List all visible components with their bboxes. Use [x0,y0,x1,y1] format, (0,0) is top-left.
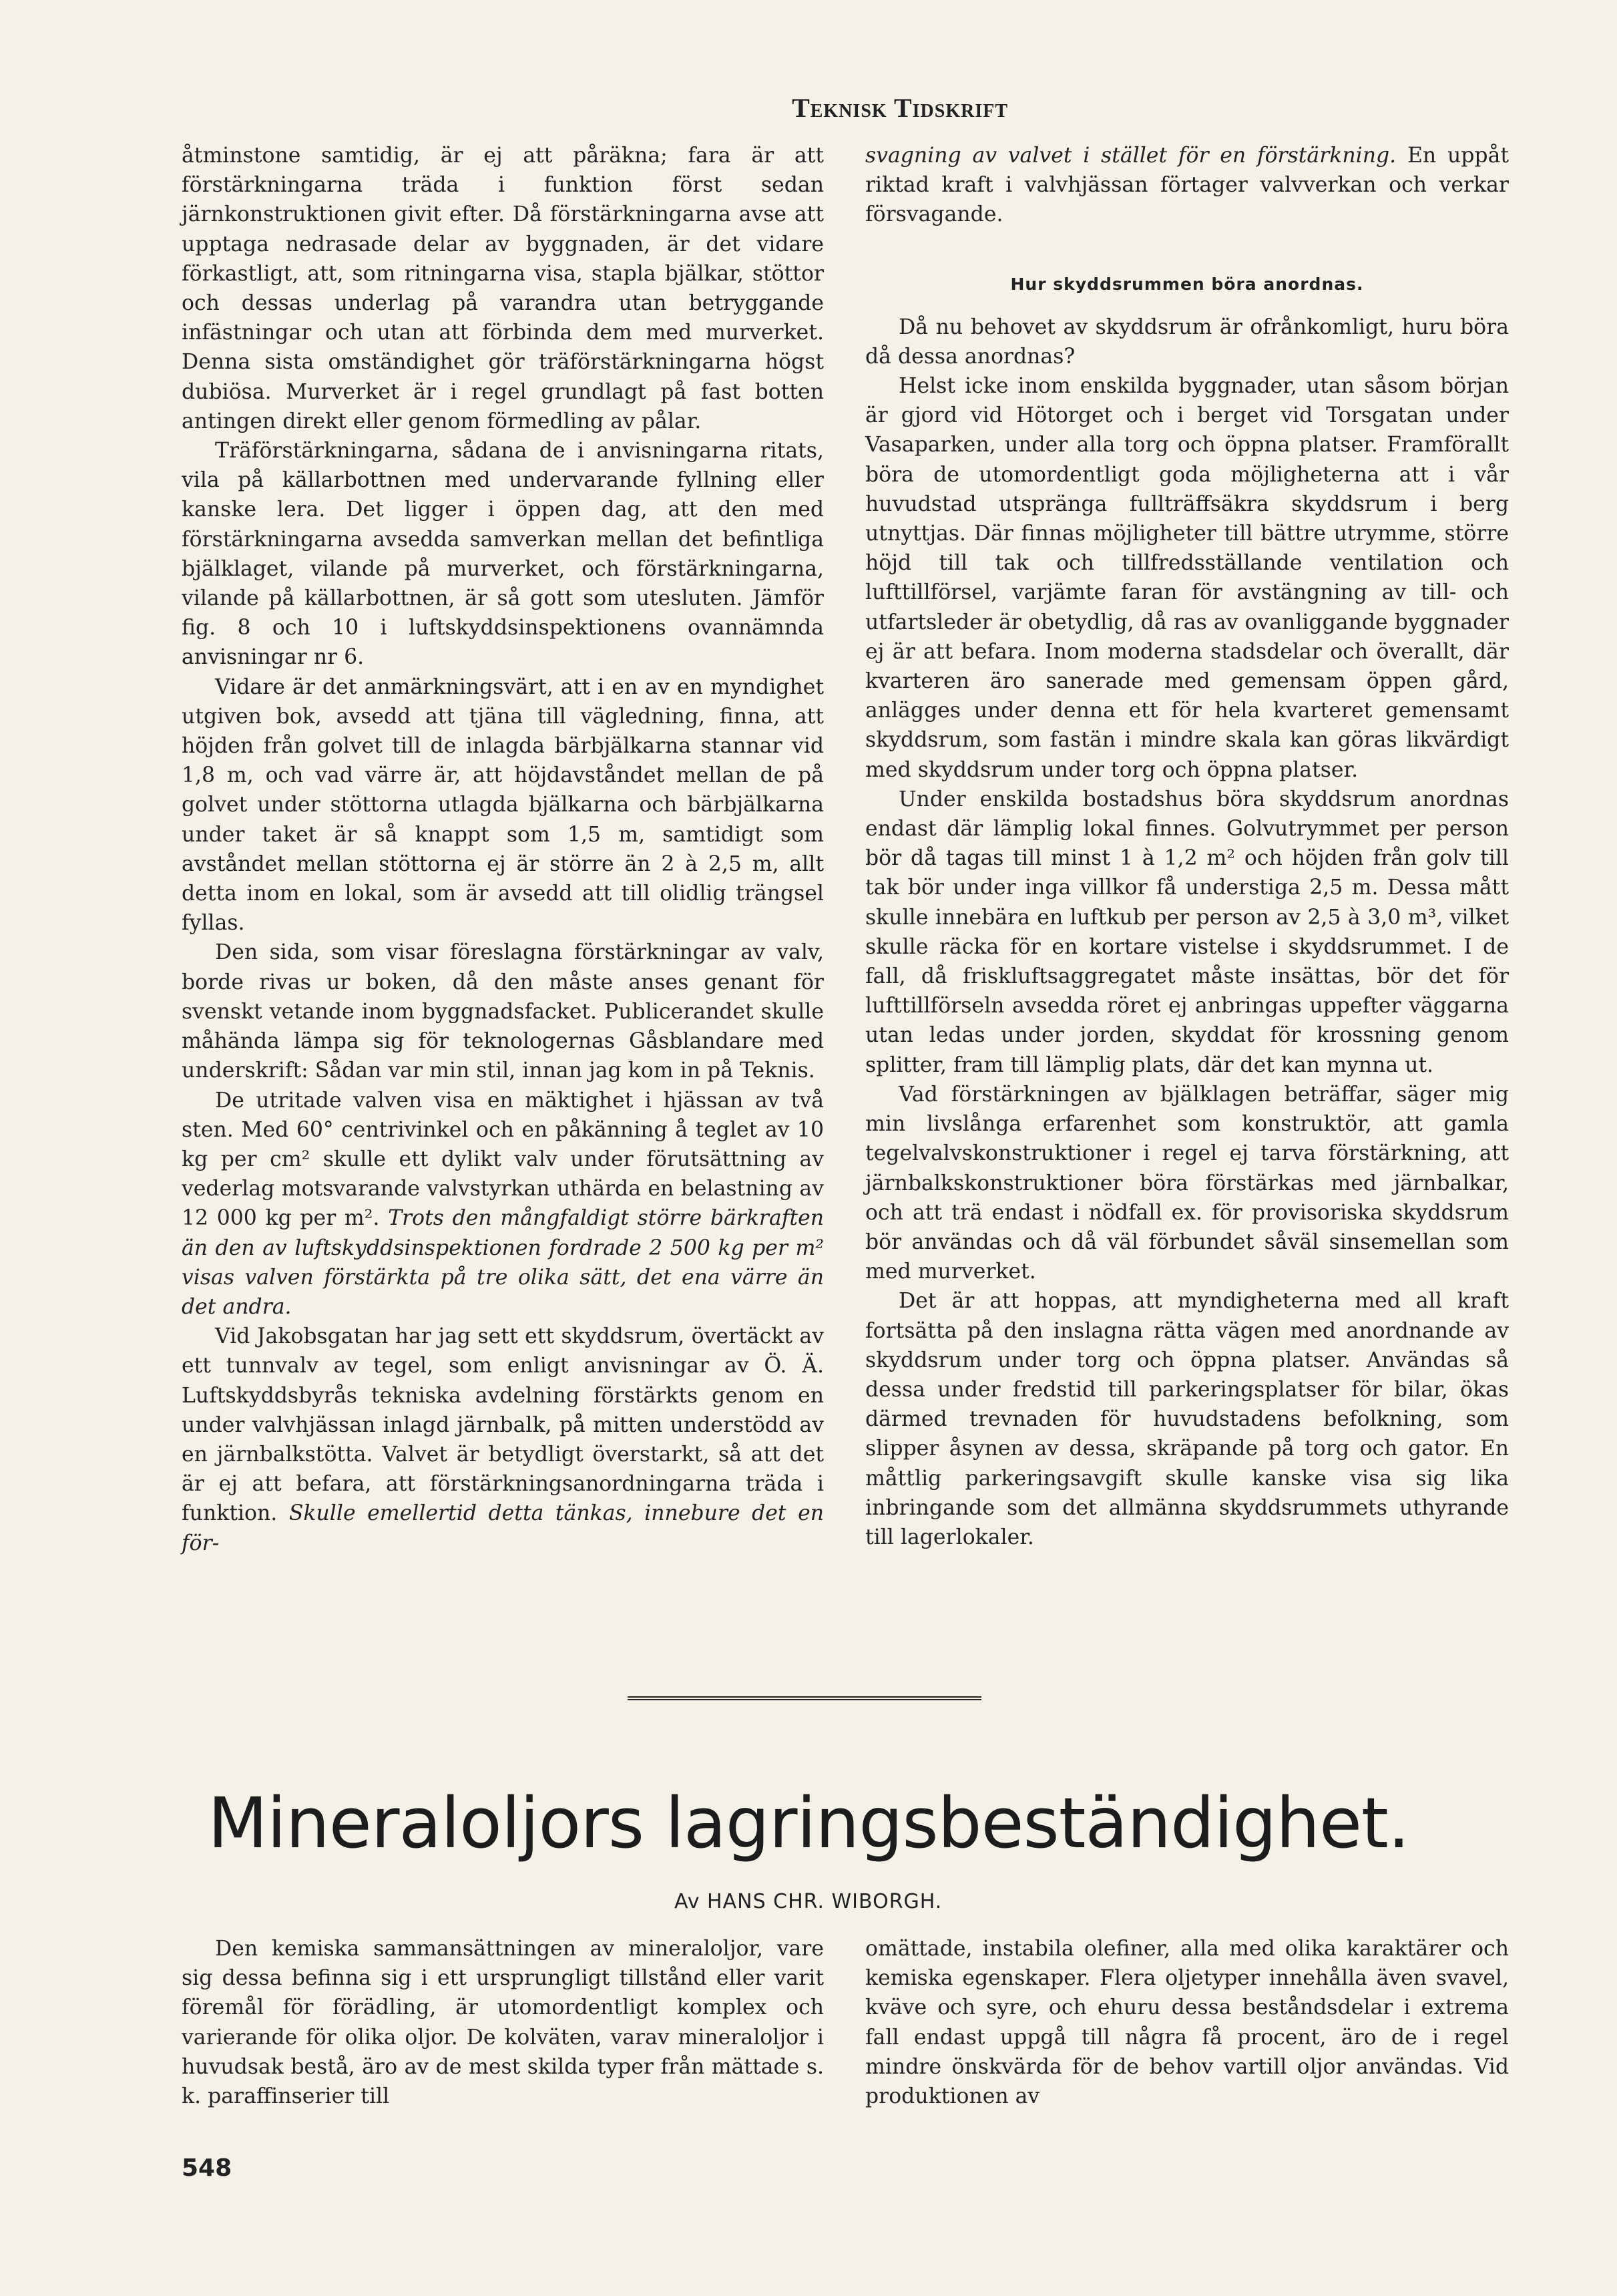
article-title: Mineraloljors lagringsbeständighet. [208,1782,1409,1864]
paragraph: Träförstärkningarna, sådana de i anvisningarna ritats, vila på källarbottnen med undervarande fyllning eller kanske lera. Det ligger i öppen dag, att den med förstärkningarna avsedda samverkan mellan det befintliga bjälklaget, vilande på murverket, och förstärkningarna, vilande på källarbottnen, är så gott som uteslutеn. Jämför fig. 8 och 10 i luftskyddsinspektionens ovannämnda anvisningar nr 6. [182,439,824,670]
paragraph: Den kemiska sammansättningen av mineraloljor, vare sig dessa befinna sig i ett ursprungligt tillstånd eller varit föremål för förädling, är utomordentligt komplex och varierande för olika oljor. De kolväten, varav mineraloljor i huvudsak bestå, äro av de mest skilda typer från mättade s. k. paraffinserier till [182,1937,824,2109]
paragraph: Helst icke inom enskilda byggnader, utan såsom början är gjord vid Hötorget och i berget vid Torsgatan under Vasaparken, under alla torg och öppna platser. Framförallt böra de utomordentligt goda möjligheterna att i vår huvudstad utspränga fullträffsäkra skyddsrum i berg utnyttjas. Där finnas möjligheter till bättre utrymme, större höjd till tak och tillfredsställande ventilation och lufttillförsel, varjämte faran för avstängning av till- och utfartsleder är obetydlig, då ras av ovanliggande byggnader ej är att befara. Inom moderna stadsdelar och överallt, där kvarteren äro sanerade med gemensam öppen gård, anlägges under denna ett för hela kvarteret gemensamt skyddsrum, som fastän i mindre skala kan göras likvärdigt med skyddsrum under torg och öppna platser. [865,374,1509,782]
article-byline: Av HANS CHR. WIBORGH. [674,1890,943,1913]
paragraph: Under enskilda bostadshus böra skyddsrum anordnas endast där lämplig lokal finnes. Golvutrymmet per person bör då tagas till minst 1 à 1,2 m² och höjden från golv till tak bör under inga villkor få understiga 2,5 m. Dessa mått skulle innebära en luftkub per person av 2,5 à 3,0 m³, vilket skulle räcka för en kortare vistelse i skyddsrummet. I de fall, då friskluftsaggregatet måste insättas, bör det för lufttillförseln avsedda röret ej anbringas uppefter väggarna utan ledas under jorden, skyddat för krossning genom splitter, fram till lämplig plats, där det kan mynna ut. [865,787,1509,1077]
left-column [182,141,824,1558]
paragraph: Vidare är det anmärkningsvärt, att i en av en myndighet utgiven bok, avsedd att tjäna till vägledning, finna, att höjden från golvet till de inlagda bärbjälkarna stannar vid 1,8 m, och vad värre är, att höjdavståndet mellan de på golvet under stöttorna utlagda bjälkarna och bärbjälkarna under taket är så knappt som 1,5 m, samtidigt som avståndet mellan stöttorna ej är större än 2 à 2,5 m, allt detta inom en lokal, som är avsedd att till olidlig trängsel fyllas. [182,675,824,936]
italic-text: svagning av valvet i stället för en förstärkning. [865,144,1397,168]
paragraph [182,1086,824,1322]
section-divider [628,1696,981,1700]
paragraph: Vad förstärkningen av bjälklagen beträffar, säger mig min livslånga erfarenhet som konstruktör, att gamla tegelvalvskonstruktioner i regel ej tarva förstärkning, att järnbalkskonstruktioner böra förstärkas med järnbalkar, och att trä endast i nödfall ex. för provisoriska skyddsrum bör användas och då väl förbundet såväl sinsemellan som med murverket. [865,1082,1509,1284]
page-number: 548 [182,2154,232,2182]
italic-text: Skulle emellertid detta tänkas, innebure det en för- [182,1501,825,1555]
paragraph: omättade, instabila olefiner, alla med olika karaktärer och kemiska egenskaper. Flera oljetyper innehålla även svavel, kväve och syre, och ehuru dessa beståndsdelar i extrema fall endast uppgå till några få procent, äro de i regel mindre önskvärda för de behov vartill oljor användas. Vid produktionen av [865,1937,1509,2109]
paragraph-text: Vid Jakobsgatan har jag sett ett skyddsrum, övertäckt av ett tunnvalv av tegel, som enligt anvisningar av Ö. Ä. Luftskyddsbyrås tekniska avdelning förstärkts genom en under valvhjässan inlagd järnbalk, på mitten understödd av en järnbalkstötta. Valvet är betydligt överstarkt, så att det är ej att befara, att förstärkningsanordningarna träda i funktion. [182,1324,824,1526]
paragraph-text: En uppåt riktad kraft i valvhjässan förtager valvverkan och verkar försvagande. [865,144,1510,227]
paragraph: Den sida, som visar föreslagna förstärkningar av valv, borde rivas ur boken, då den måste anses genant för svenskt vetande inom byggnadsfacket. Publicerandet skulle måhända lämpa sig för teknologernas Gåsblandare med underskrift: Sådan var min stil, innan jag kom in på Teknis. [182,940,824,1083]
article-left-column [182,1934,824,2111]
italic-text: Trots den mångfaldigt större bärkraften än den av luftskyddsinspektionen fordrade 2 500 kg per m² visas valven förstärkta på tre olika sätt, det ena värre än det andra. [182,1206,825,1319]
paragraph: åtminstone samtidig, är ej att påräkna; fara är att förstärkningarna träda i funktion först sedan järnkonstruktionen givit efter. Då förstärkningarna avse att upptaga nedrasade delar av byggnaden, är det vidare förkastligt, att, som ritningarna visa, stapla bjälkar, stöttor och dessas underlag på varandra utan betryggande infästningar och utan att förbinda dem med murverket. Denna sista omständighet gör träförstärkningarna högst dubiösa. Murverket är i regel grundlagt på fast botten antingen direkt eller genom förmedling av pålar. [182,144,824,433]
running-header: Teknisk Tidskrift [792,93,1008,123]
section-heading: Hur skyddsrummen böra anordnas. [1010,274,1364,294]
paragraph: Det är att hoppas, att myndigheterna med all kraft fortsätta på den inslagna rätta vägen med anordnande av skyddsrum under torg och öppna platser. Användas så dessa under fredstid till parkeringsplatser för bilar, ökas därmed trevnaden för huvudstadens befolkning, som slipper åsynen av dessa, skräpande på torg och gator. En måttlig parkeringsavgift skulle kanske visa sig lika inbringande som det allmänna skyddsrummets uthyrande till lagerlokaler. [865,1289,1509,1549]
paragraph [182,1322,824,1558]
paragraph: Då nu behovet av skyddsrum är ofrånkomligt, huru böra då dessa anordnas? [865,315,1509,369]
paragraph [865,141,1509,230]
paragraph-text: De utritade valven visa en mäktighet i hjässan av två sten. Med 60° centrivinkel och en påkänning å teglet av 10 kg per cm² skulle ett dylikt valv under förutsättning av vederlag motsvarande valvstyrkan uthärda en belastning av 12 000 kg per m². [182,1088,824,1231]
article-right-column [865,1934,1509,2111]
right-column [865,141,1509,1552]
